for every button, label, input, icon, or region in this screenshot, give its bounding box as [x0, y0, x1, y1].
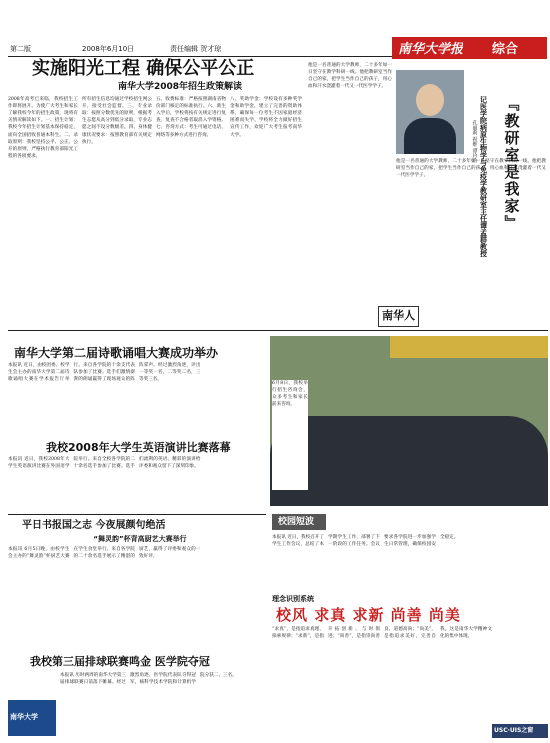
lead-col-1: 2008年高考已来临，我校招生工作即将展开。为使广大考生和家长了解我校今年的招生政策，现将有关情况解读如下。一、招生计划：我校今年招生计划基本保持稳定，面向全国招收普通本科生。二、录取原则：我校坚持公平、公正、公开的原则，严格执行教育部阳光工程的各项要求。	[8, 97, 78, 159]
profile-photo	[396, 70, 464, 154]
crowd-shape	[270, 416, 548, 506]
volleyball-body: 本报讯 历时两周的南华大学第三届排球联赛日前落下帷幕。经过激烈角逐，医学院代表队夺得冠军，核科学技术学院和计算机学院分获二、三名。	[60, 673, 237, 686]
lead-col-2: 所有招生信息均通过学校招生网公开，接受社会监督。三、专业录取：按照分数优先的原则，根据考生志愿从高分到低分录取，专业志愿之间不设分数级差。四、身体健康状况要求：按照教育部有关规定执行。	[82, 97, 152, 145]
masthead-logo: 南华大学报	[398, 42, 464, 57]
motto-title: 校风 求真 求新 尚善 尚美	[276, 606, 461, 624]
lead-col-3: 五、收费标准：严格按照湖南省物价部门核定的标准执行。六、新生入学后，学校将按有关规定进行复查，复查不合格者取消入学资格。七、咨询方式：考生可通过电话、网络等多种方式进行咨询。	[156, 97, 226, 138]
english-body: 本报讯 近日，我校2008年大学生英语演讲比赛在外国语学院举行。来自全校各学院的二十余名选手参加了比赛。选手们流利的英语、精彩的演讲给评委和观众留下了深刻印象。	[8, 457, 201, 470]
mid-rule	[8, 330, 548, 331]
motto-body: “求真”，是指追求真理、探索规律；“求新”，是指开拓创新、与时俱进；“尚善”，是指崇尚善良、道德高尚；“尚美”，是指追求美好、完善自我。这是南华大学精神文化的集中体现。	[272, 627, 492, 640]
lead-subtitle: 南华大学2008年招生政策解读	[117, 82, 243, 92]
lead-title: 实施阳光工程 确保公平公正	[32, 58, 255, 79]
footer-left-logo: 南华大学	[10, 713, 38, 721]
photo-caption: 6月8日，我校举行招生咨询会，众多考生和家长前来咨询。	[272, 380, 308, 490]
profile-title: 『教研室是我家』	[502, 96, 521, 232]
header-editor: 责任编辑 贺才琼	[170, 45, 222, 53]
profile-subtitle: 记医学院病原生物学与免疫学教研室主任谭孟群教授	[479, 96, 488, 257]
lower-rule	[8, 514, 266, 515]
poetry-title: 南华大学第二届诗歌诵唱大赛成功举办	[14, 346, 219, 360]
profile-byline: 孔丽莉 祝维 谭玲玲	[471, 120, 478, 164]
campus-news-label: 校园短波	[278, 517, 315, 527]
lead-col-4: 八、奖助学金：学校设有多种奖学金和助学金，建立了完善的资助体系，确保每一位考生不因家庭经济困难而失学。学校将全力做好招生宣传工作，欢迎广大考生报考南华大学。	[230, 97, 302, 138]
footer-right-logo: USC·UIS之窗	[494, 727, 534, 734]
bookfest-subtitle: “舞灵韵”杯背高厨艺大赛举行	[93, 535, 187, 543]
suit-shape	[404, 118, 456, 154]
bookfest-body: 本报讯 6月5日晚，由校学生会主办的“舞灵韵”杯厨艺大赛在学生食堂举行。来自各学院的二十余名选手展示了精湛的厨艺，赢得了评委和观众的一致好评。	[8, 547, 201, 560]
banner-shape	[390, 336, 548, 358]
header-date: 2008年6月10日	[82, 45, 135, 53]
portrait-icon	[416, 84, 444, 116]
campus-news-body: 本报讯 近日，我校召开了学生工作会议，总结了本学期学生工作，部署了下一阶段的工作任务。会议要求各学院进一步加强学生日常管理，确保校园安全稳定。	[272, 535, 459, 548]
event-photo	[270, 336, 548, 506]
profile-label: 南华人	[378, 306, 419, 327]
header-rule	[8, 56, 392, 57]
section-tag: 综合	[492, 42, 519, 57]
motto-label: 理念识别系统	[272, 595, 314, 603]
volleyball-title: 我校第三届排球联赛鸣金 医学院夺冠	[30, 655, 210, 668]
poetry-body: 本报讯 近日，由校团委、校学生会主办的南华大学第二届诗歌诵唱大赛在学术报告厅举行。来自各学院的十余支代表队参加了比赛。选手们激情澎湃的朗诵赢得了现场观众的阵阵掌声。经过激烈角逐，评出一等奖一名，二等奖二名，三等奖三名。	[8, 363, 201, 383]
english-title: 我校2008年大学生英语演讲比赛落幕	[46, 441, 231, 454]
profile-col: 他是一名普通的大学教师，二十多年如一日坚守在教学科研一线。他把教研室当作自己的家，把学生当作自己的孩子，用心血和汗水浇灌着一代又一代医学学子。	[308, 63, 392, 90]
bookfest-title: 平日书报国之志 今夜展颜句绝活	[22, 520, 166, 531]
header-section: 第二版	[10, 45, 31, 53]
profile-col-2: 他是一名普通的大学教师，二十多年如一日坚守在教学科研一线。他把教研室当作自己的家，把学生当作自己的孩子，用心血和汗水浇灌着一代又一代医学学子。	[396, 159, 546, 179]
